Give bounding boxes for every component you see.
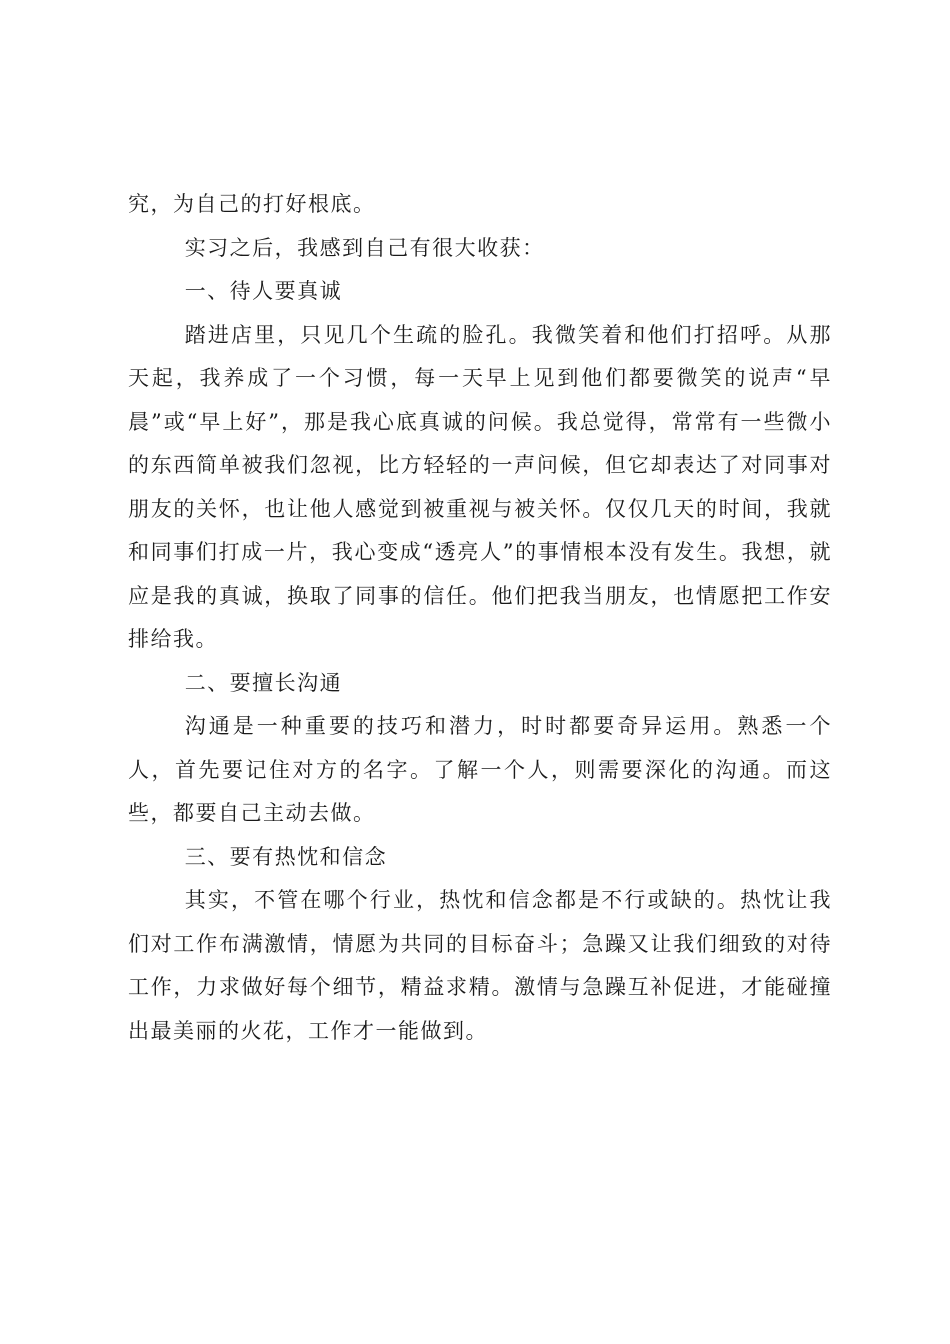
paragraph-intro: 实习之后，我感到自己有很大收获： [184,235,545,260]
section-heading-1: 一、待人要真诚 [184,279,343,303]
paragraph-continuation: 究，为自己的打好根底。 [128,192,376,216]
paragraph-section-3: 其实，不管在哪个行业，热忱和信念都是不行或缺的。热忱让我们对工作布满激情，情愿为共同的目标奋斗；急躁又让我们细致的对待工作，力求做好每个细节，精益求精。激情与急躁互补促进，才能碰撞出最美丽的火花，工作才一能做到。 [128,888,832,1043]
paragraph-section-1: 踏进店里，只见几个生疏的脸孔。我微笑着和他们打招呼。从那天起，我养成了一个习惯，每一天早上见到他们都要微笑的说声“早晨”或“早上好”，那是我心底真诚的问候。我总觉得，常常有一些微小的东西简单被我们忽视，比方轻轻的一声问候，但它却表达了对同事对朋友的关怀，也让他人感觉到被重视与被关怀。仅仅几天的时间，我就和同事们打成一片，我心变成“透亮人”的事情根本没有发生。我想，就应是我的真诚，换取了同事的信任。他们把我当朋友，也情愿把工作安排给我。 [128,322,832,651]
paragraph-section-2: 沟通是一种重要的技巧和潜力，时时都要奇异运用。熟悉一个人，首先要记住对方的名字。了解一个人，则需要深化的沟通。而这些，都要自己主动去做。 [128,714,832,825]
section-heading-3: 三、要有热忱和信念 [184,844,388,869]
document-body [128,183,832,1053]
section-heading-2: 二、要擅长沟通 [184,670,343,695]
